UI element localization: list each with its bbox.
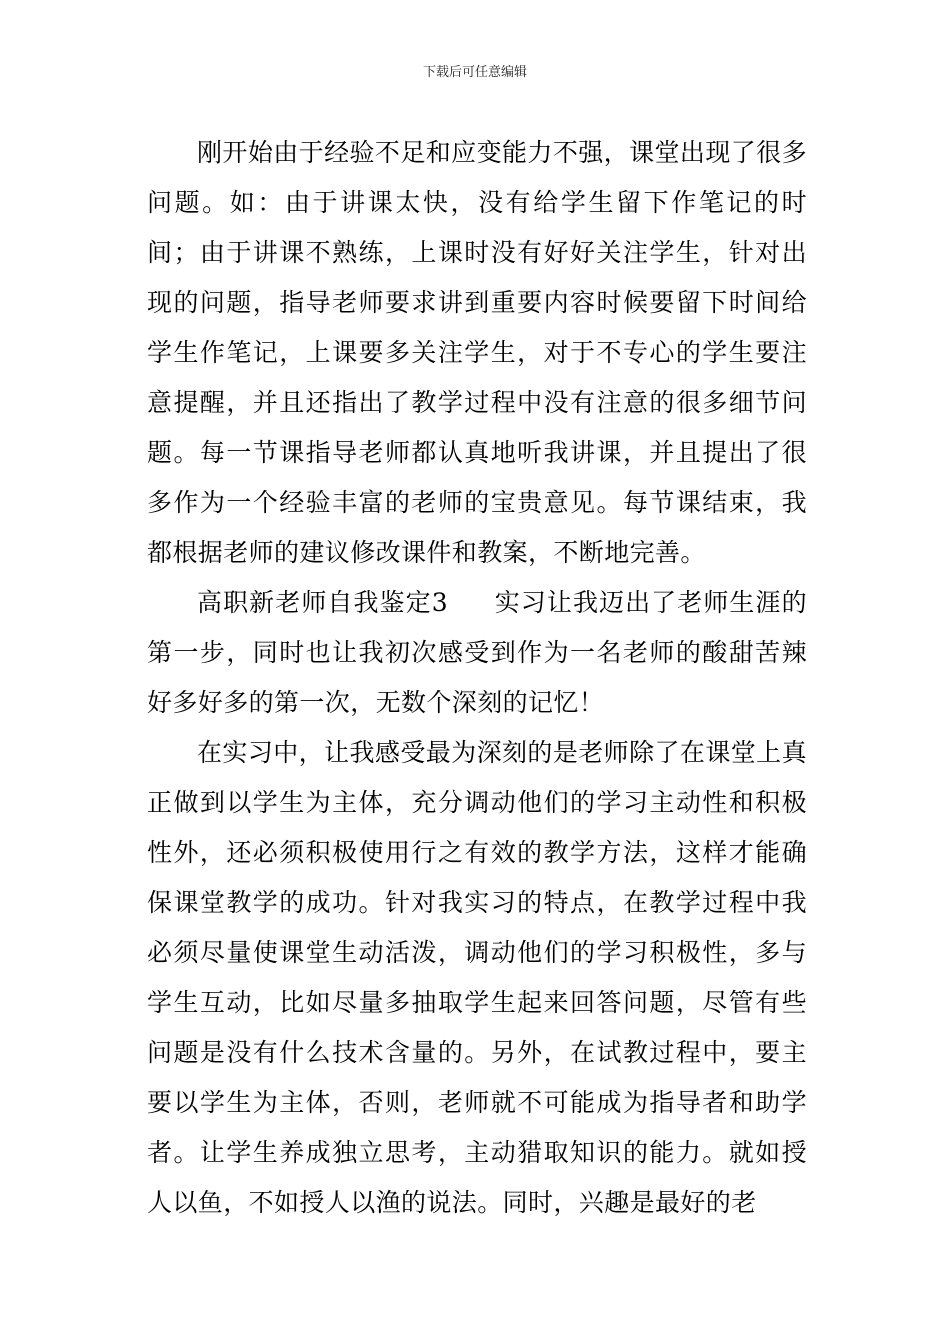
paragraph-2-text: 实习让我迈出了老师生涯的第一步，同时也让我初次感受到作为一名老师的酸甜苦辣好多好多的第一次，无数个深刻的记忆！ [147,588,807,717]
document-body [147,128,807,1228]
paragraph-3: 在实习中，让我感受最为深刻的是老师除了在课堂上真正做到以学生为主体，充分调动他们的学习主动性和积极性外，还必须积极使用行之有效的教学方法，这样才能确保课堂教学的成功。针对我实习的特点，在教学过程中我必须尽量使课堂生动活泼，调动他们的学习积极性，多与学生互动，比如尽量多抽取学生起来回答问题，尽管有些问题是没有什么技术含量的。另外，在试教过程中，要主要以学生为主体，否则，老师就不可能成为指导者和助学者。让学生养成独立思考，主动猎取知识的能力。就如授人以鱼，不如授人以渔的说法。同时，兴趣是最好的老 [147,738,807,1217]
paragraph-2 [147,578,807,728]
section-heading: 高职新老师自我鉴定3 [197,588,449,617]
paragraph-1: 刚开始由于经验不足和应变能力不强，课堂出现了很多问题。如：由于讲课太快，没有给学生留下作笔记的时间；由于讲课不熟练，上课时没有好好关注学生，针对出现的问题，指导老师要求讲到重要内容时候要留下时间给学生作笔记，上课要多关注学生，对于不专心的学生要注意提醒，并且还指出了教学过程中没有注意的很多细节问题。每一节课指导老师都认真地听我讲课，并且提出了很多作为一个经验丰富的老师的宝贵意见。每节课结束，我都根据老师的建议修改课件和教案，不断地完善。 [147,138,807,567]
page-header: 下载后可任意编辑 [422,65,527,80]
